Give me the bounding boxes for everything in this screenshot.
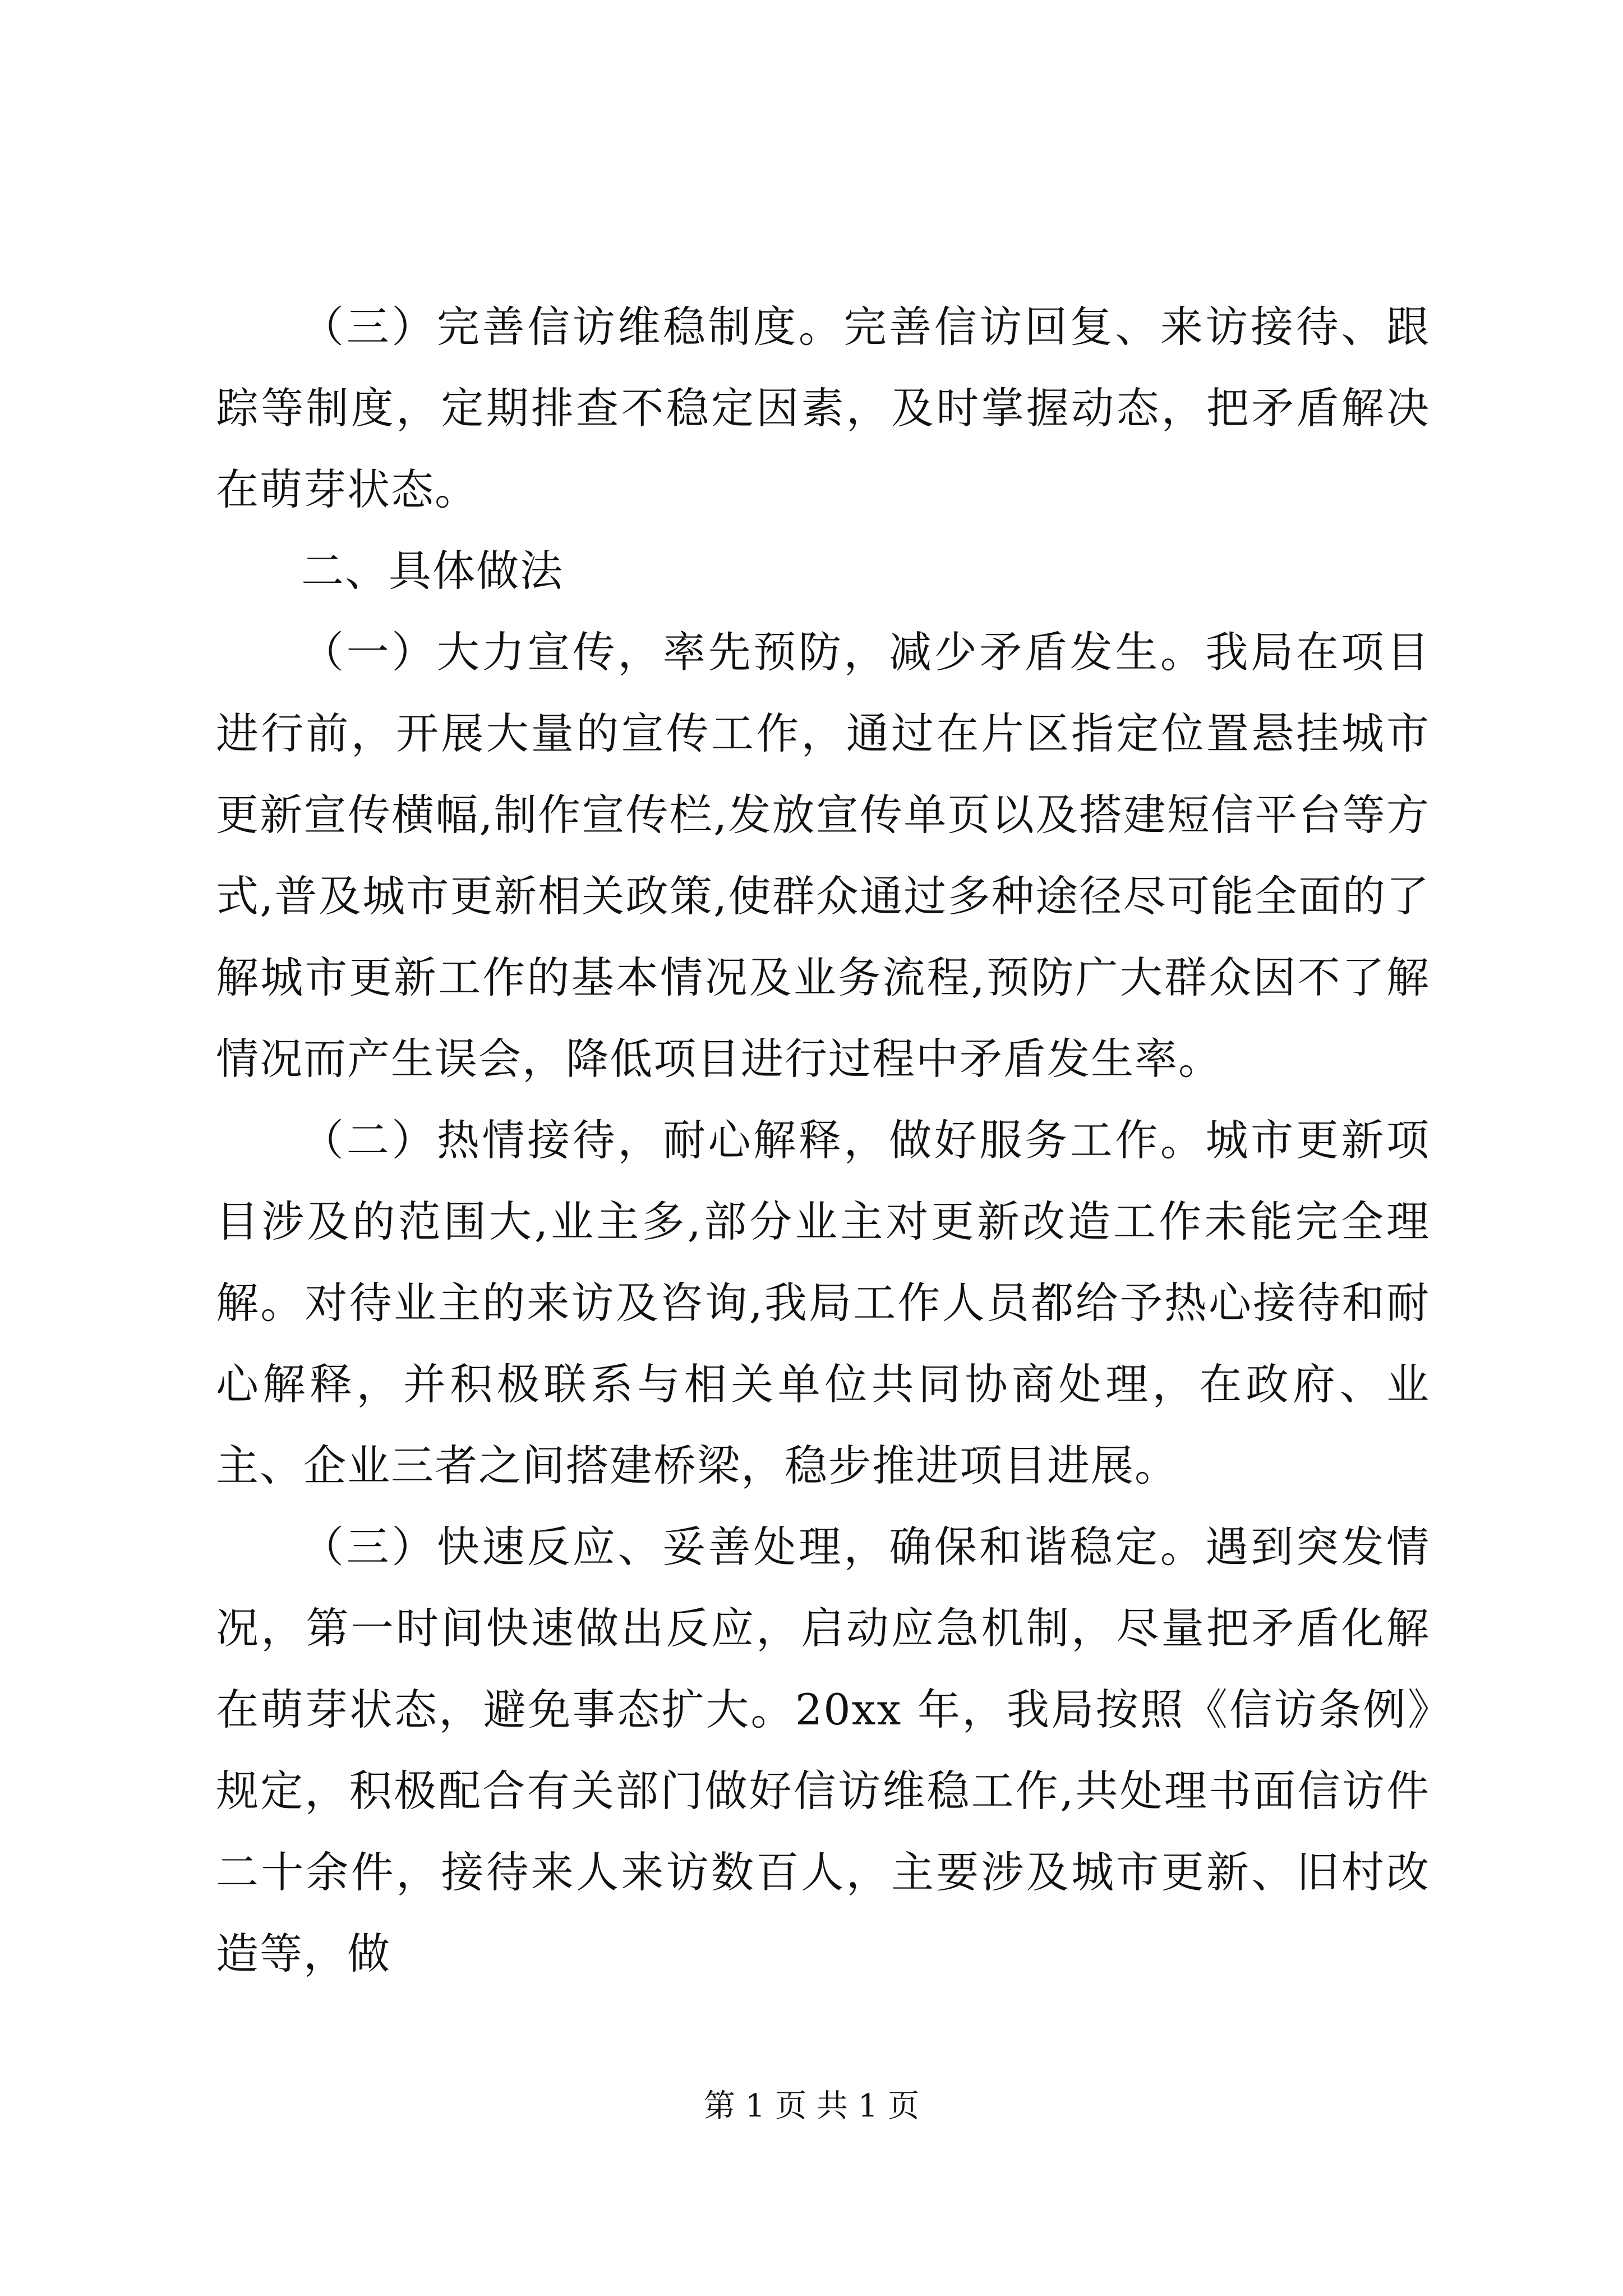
paragraph-publicity: （一）大力宣传，率先预防，减少矛盾发生。我局在项目进行前，开展大量的宣传工作，通过在片区指定位置悬挂城市更新宣传横幅,制作宣传栏,发放宣传单页以及搭建短信平台等方式,普及城市更新相关政策,使群众通过多种途径尽可能全面的了解城市更新工作的基本情况及业务流程,预防广大群众因不了解情况而产生误会，降低项目进行过程中矛盾发生率。 xyxy=(216,627,1430,1084)
paragraph-reception: （二）热情接待，耐心解释，做好服务工作。城市更新项目涉及的范围大,业主多,部分业主对更新改造工作未能完全理解。对待业主的来访及咨询,我局工作人员都给予热心接待和耐心解释，并积极联系与相关单位共同协商处理，在政府、业主、企业三者之间搭建桥梁，稳步推进项目进展。 xyxy=(216,1115,1430,1490)
paragraph-rapid-response: （三）快速反应、妥善处理，确保和谐稳定。遇到突发情况，第一时间快速做出反应，启动应急机制，尽量把矛盾化解在萌芽状态，避免事态扩大。20xx 年，我局按照《信访条例》规定，积极配合有关部门做好信访维稳工作,共处理书面信访件二十余件，接待来人来访数百人，主要涉及城市更新、旧村改造等，做 xyxy=(216,1522,1430,1978)
page-footer: 第 1 页 共 1 页 xyxy=(703,2088,920,2124)
section-heading-specific-measures: 二、具体做法 xyxy=(301,546,564,596)
document-body xyxy=(216,286,1430,1994)
paragraph-petition-system: （三）完善信访维稳制度。完善信访回复、来访接待、跟踪等制度，定期排查不稳定因素，及时掌握动态，把矛盾解决在萌芽状态。 xyxy=(216,302,1430,514)
